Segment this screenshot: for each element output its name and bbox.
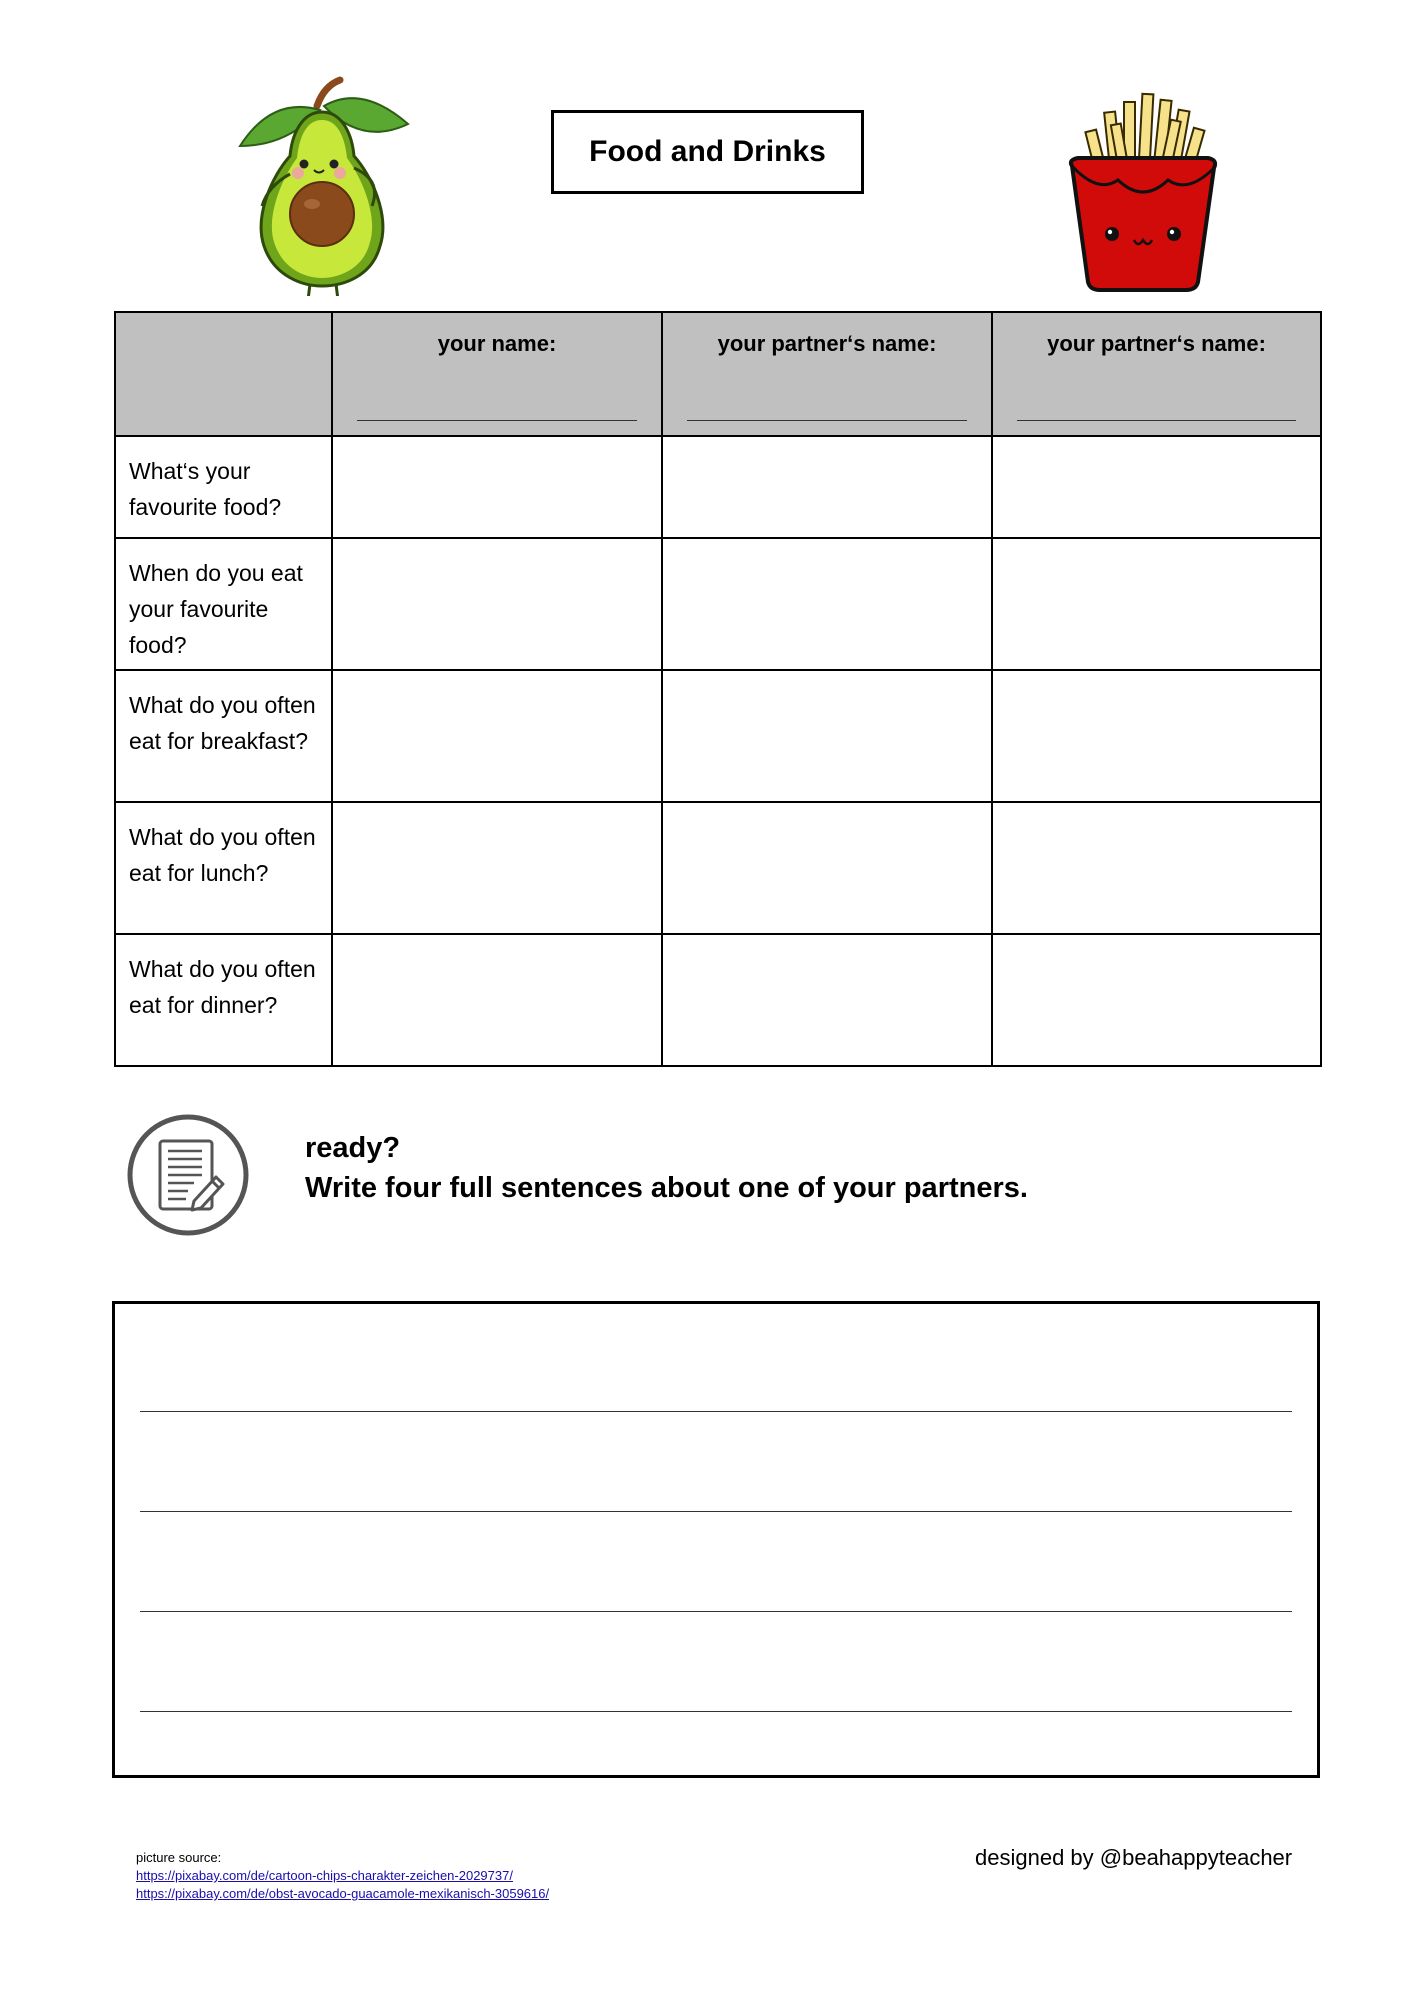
designer-credit: designed by @beahappyteacher [975, 1845, 1293, 1870]
french-fries-character-icon [1058, 84, 1228, 294]
table-row [115, 802, 1321, 934]
question-label: What‘s your favourite food? [129, 457, 282, 520]
answer-cell[interactable] [992, 670, 1321, 802]
avocado-character-icon [232, 76, 412, 296]
header-your-name [332, 312, 662, 436]
name-write-line[interactable] [687, 420, 967, 421]
header-partner-name-1 [662, 312, 992, 436]
answer-cell[interactable] [332, 802, 662, 934]
header-empty-cell [115, 312, 332, 436]
picture-source-label: picture source: [136, 1850, 222, 1865]
writing-line[interactable] [140, 1611, 1292, 1612]
table-row [115, 538, 1321, 670]
table-row [115, 670, 1321, 802]
table-row [115, 436, 1321, 538]
task-instruction-text: Write four full sentences about one of your partners. [305, 1172, 1028, 1204]
writing-line[interactable] [140, 1711, 1292, 1712]
answer-cell[interactable] [332, 538, 662, 670]
header-label: your name: [437, 331, 557, 356]
answer-cell[interactable] [332, 670, 662, 802]
answer-cell[interactable] [992, 802, 1321, 934]
answer-cell[interactable] [992, 538, 1321, 670]
header-label: your partner‘s name: [1047, 331, 1266, 356]
answer-cell[interactable] [662, 802, 992, 934]
header-label: your partner‘s name: [717, 331, 937, 356]
answer-cell[interactable] [992, 934, 1321, 1066]
name-write-line[interactable] [357, 420, 637, 421]
header-partner-name-2 [992, 312, 1321, 436]
answer-cell[interactable] [662, 436, 992, 538]
question-label: When do you eat your favourite food? [129, 559, 303, 658]
table-row [115, 934, 1321, 1066]
task-ready-label: ready? [305, 1132, 401, 1164]
answer-cell[interactable] [332, 934, 662, 1066]
name-write-line[interactable] [1017, 420, 1296, 421]
writing-line[interactable] [140, 1511, 1292, 1512]
writing-line[interactable] [140, 1411, 1292, 1412]
answer-cell[interactable] [662, 670, 992, 802]
answer-cell[interactable] [662, 538, 992, 670]
worksheet-title: Food and Drinks [551, 110, 864, 194]
question-label: What do you often eat for lunch? [129, 823, 316, 886]
survey-table [114, 311, 1320, 1067]
question-label: What do you often eat for breakfast? [129, 691, 316, 754]
task-instructions [305, 1128, 1028, 1208]
answer-cell[interactable] [662, 934, 992, 1066]
writing-area [112, 1301, 1320, 1778]
source-link-avocado[interactable]: https://pixabay.com/de/obst-avocado-guacamole-mexikanisch-3059616/ [136, 1886, 550, 1901]
answer-cell[interactable] [332, 436, 662, 538]
answer-cell[interactable] [992, 436, 1321, 538]
document-pencil-icon [126, 1113, 250, 1237]
question-label: What do you often eat for dinner? [129, 955, 316, 1018]
source-link-fries[interactable]: https://pixabay.com/de/cartoon-chips-charakter-zeichen-2029737/ [136, 1868, 513, 1883]
